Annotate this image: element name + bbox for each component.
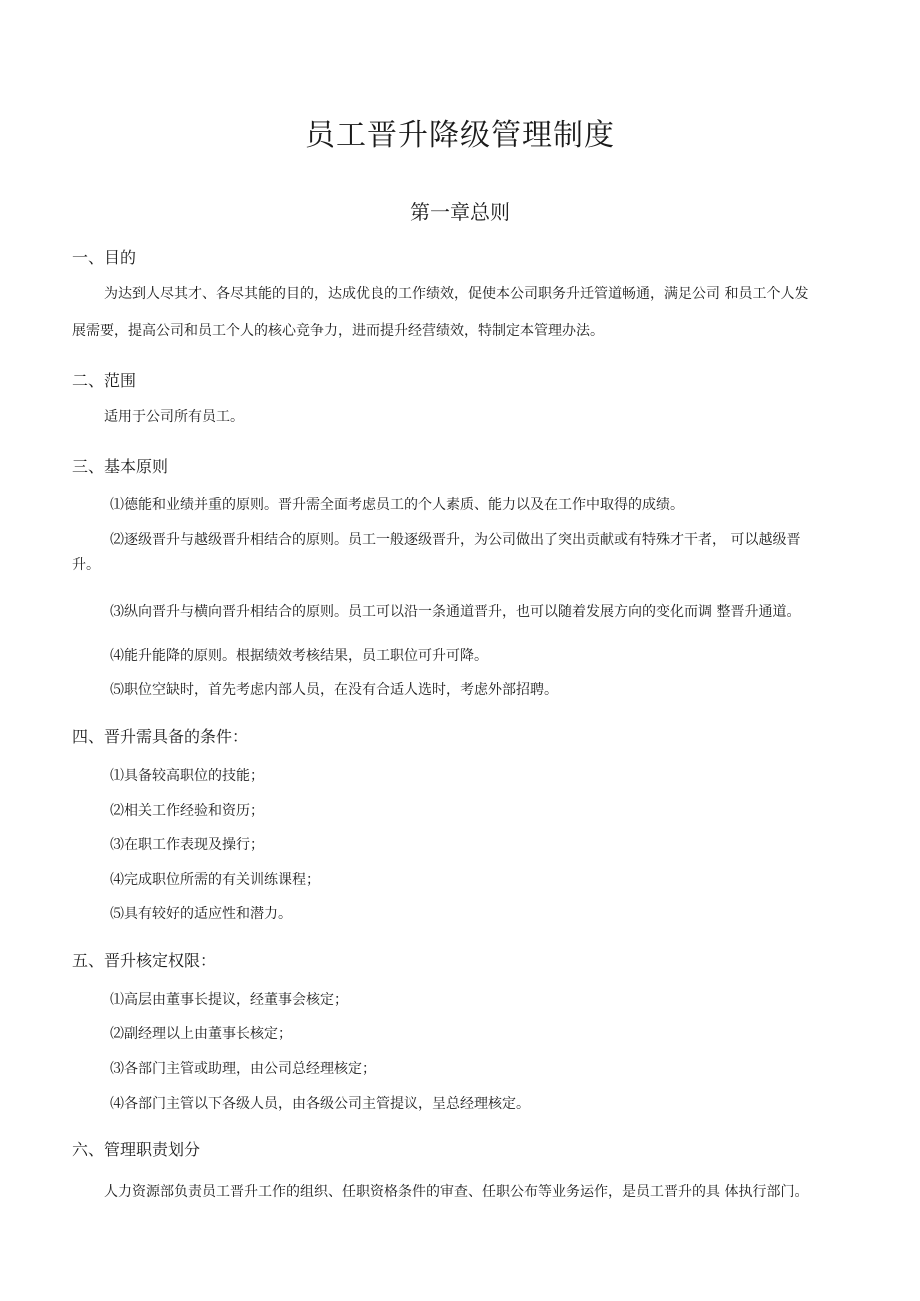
paragraph-line: 适用于公司所有员工。 — [104, 409, 244, 425]
section-heading-authority: 五、晋升核定权限： — [72, 951, 217, 970]
list-item: ⑸具有较好的适应性和潜力。 — [110, 906, 292, 922]
list-item: ⑶纵向晋升与横向晋升相结合的原则。员工可以沿一条通道晋升，也可以随着发展方向的变化而调 整晋升通道。 — [110, 604, 801, 620]
list-item: ⑶在职工作表现及操行； — [110, 837, 264, 853]
paragraph-line: 展需要，提高公司和员工个人的核心竞争力，进而提升经营绩效，特制定本管理办法。 — [72, 323, 604, 339]
paragraph-line: 为达到人尽其才、各尽其能的目的，达成优良的工作绩效，促使本公司职务升迁管道畅通，满足公司 和员工个人发 — [104, 286, 809, 302]
list-item: ⑶各部门主管或助理，由公司总经理核定； — [110, 1061, 376, 1077]
section-heading-purpose: 一、目的 — [72, 248, 137, 267]
list-item: ⑵副经理以上由董事长核定； — [110, 1026, 292, 1042]
list-item: ⑴高层由董事长提议，经董事会核定； — [110, 992, 348, 1008]
paragraph-line: 人力资源部负责员工晋升工作的组织、任职资格条件的审查、任职公布等业务运作，是员工晋升的具 体执行部门。 — [104, 1184, 809, 1200]
chapter-heading: 第一章总则 — [410, 200, 510, 224]
section-heading-scope: 二、范围 — [72, 371, 137, 390]
list-item: ⑵相关工作经验和资历； — [110, 803, 264, 819]
list-item: ⑸职位空缺时，首先考虑内部人员，在没有合适人选时，考虑外部招聘。 — [110, 682, 558, 698]
section-heading-responsibilities: 六、管理职责划分 — [72, 1140, 201, 1159]
section-heading-principles: 三、基本原则 — [72, 457, 169, 476]
document-title: 员工晋升降级管理制度 — [305, 118, 615, 153]
list-item: ⑴德能和业绩并重的原则。晋升需全面考虑员工的个人素质、能力以及在工作中取得的成绩。 — [110, 497, 684, 513]
list-item: ⑴具备较高职位的技能； — [110, 768, 264, 784]
list-item-continuation: 升。 — [72, 557, 100, 573]
section-heading-conditions: 四、晋升需具备的条件： — [72, 727, 249, 746]
list-item: ⑵逐级晋升与越级晋升相结合的原则。员工一般逐级晋升，为公司做出了突出贡献或有特殊才干者， 可以越级晋 — [110, 532, 801, 548]
list-item: ⑷能升能降的原则。根据绩效考核结果，员工职位可升可降。 — [110, 648, 488, 664]
list-item: ⑷完成职位所需的有关训练课程； — [110, 872, 320, 888]
list-item: ⑷各部门主管以下各级人员，由各级公司主管提议，呈总经理核定。 — [110, 1096, 530, 1112]
